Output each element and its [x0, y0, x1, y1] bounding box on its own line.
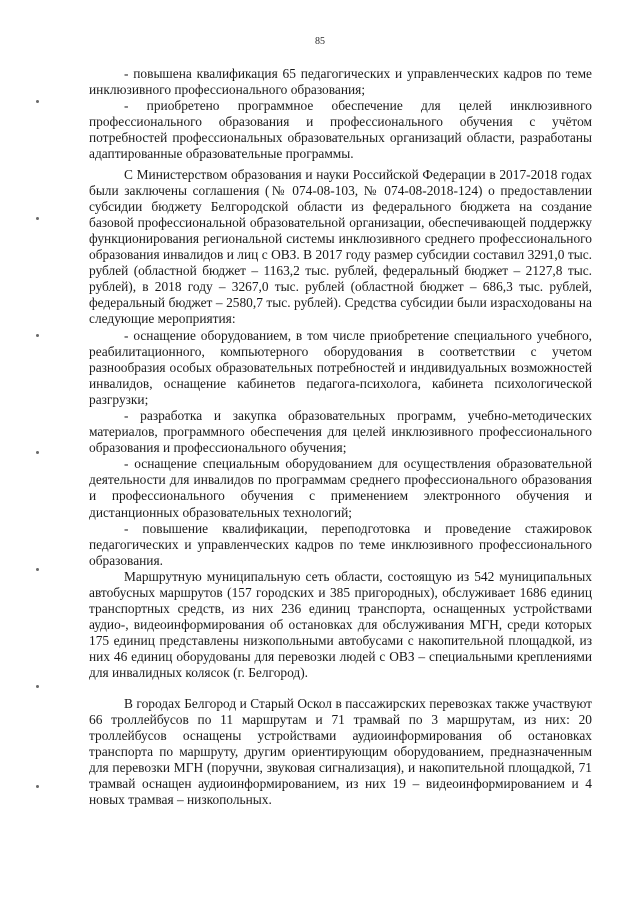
paragraph: - оснащение оборудованием, в том числе приобретение специального учебного, реабилитационного, компьютерного оборудования в соответствии с учетом разнообразия особых образовательных потребностей и индивидуальных возможностей инвалидов, оснащение кабинетов педагога-психолога, кабинета психологической разгрузки; [89, 327, 592, 407]
paragraph: - оснащение специальным оборудованием для осуществления образовательной деятельности для инвалидов по программам среднего профессионального образования и профессионального обучения с применением электронного обучения и дистанционных образовательных технологий; [89, 456, 592, 520]
body-text [89, 66, 592, 808]
paragraph: - повышение квалификации, переподготовка и проведение стажировок педагогических и управленческих кадров по теме инклюзивного профессионального образования. [89, 520, 592, 568]
scan-mark [36, 568, 39, 571]
scan-mark [36, 785, 39, 788]
scan-mark [36, 334, 39, 337]
scan-mark [36, 685, 39, 688]
paragraph: В городах Белгород и Старый Оскол в пассажирских перевозках также участвуют 66 троллейбусов по 11 маршрутам и 71 трамвай по 3 маршрутам, из них: 20 троллейбусов оснащены устройствами аудиоинформирования об остановках транспорта по маршруту, другим ориентирующим оборудованием, предназначенным для перевозки МГН (поручни, звуковая сигнализация), и накопительной площадкой, 71 трамвай оснащен аудиоинформированием, из них 19 – видеоинформированием и 4 новых трамвая – низкопольных. [89, 695, 592, 808]
scan-mark [36, 100, 39, 103]
paragraph: - разработка и закупка образовательных программ, учебно-методических материалов, программного обеспечения для целей инклюзивного профессионального образования и профессионального обучения; [89, 407, 592, 456]
scan-mark [36, 217, 39, 220]
paragraph: Маршрутную муниципальную сеть области, состоящую из 542 муниципальных автобусных маршрутов (157 городских и 385 пригородных), обслуживает 1686 единиц транспортных средств, из них 236 единиц транспорта, оснащенных устройствами аудио-, видеоинформирования об остановках для обслуживания МГН, среди которых 175 единиц представлены низкопольными автобусами с накопительной площадкой, из них 46 единиц оборудованы для перевозки людей с ОВЗ – специальными креплениями для инвалидных колясок (г. Белгород). [89, 568, 592, 681]
paragraph: С Министерством образования и науки Российской Федерации в 2017-2018 годах были заключены соглашения (№ 074-08-103, № 074-08-2018-124) о предоставлении субсидии бюджету Белгородской области из федерального бюджета на создание базовой профессиональной образовательной организации, обеспечивающей поддержку функционирования региональной системы инклюзивного среднего профессионального образования инвалидов и лиц с ОВЗ. В 2017 году размер субсидии составил 3291,0 тыс. рублей (областной бюджет – 1163,2 тыс. рублей, федеральный бюджет – 2127,8 тыс. рублей), в 2018 году – 3267,0 тыс. рублей (областной бюджет – 686,3 тыс. рублей, федеральный бюджет – 2580,7 тыс. рублей). Средства субсидии были израсходованы на следующие мероприятия: [89, 166, 592, 327]
page-number: 85 [315, 36, 325, 47]
paragraph: - повышена квалификация 65 педагогических и управленческих кадров по теме инклюзивного профессионального образования; [89, 66, 592, 98]
scan-mark [36, 451, 39, 454]
paragraph: - приобретено программное обеспечение для целей инклюзивного профессионального образования и профессионального обучения с учётом потребностей профессиональных образовательных организаций области, разработаны адаптированные образовательные программы. [89, 98, 592, 162]
